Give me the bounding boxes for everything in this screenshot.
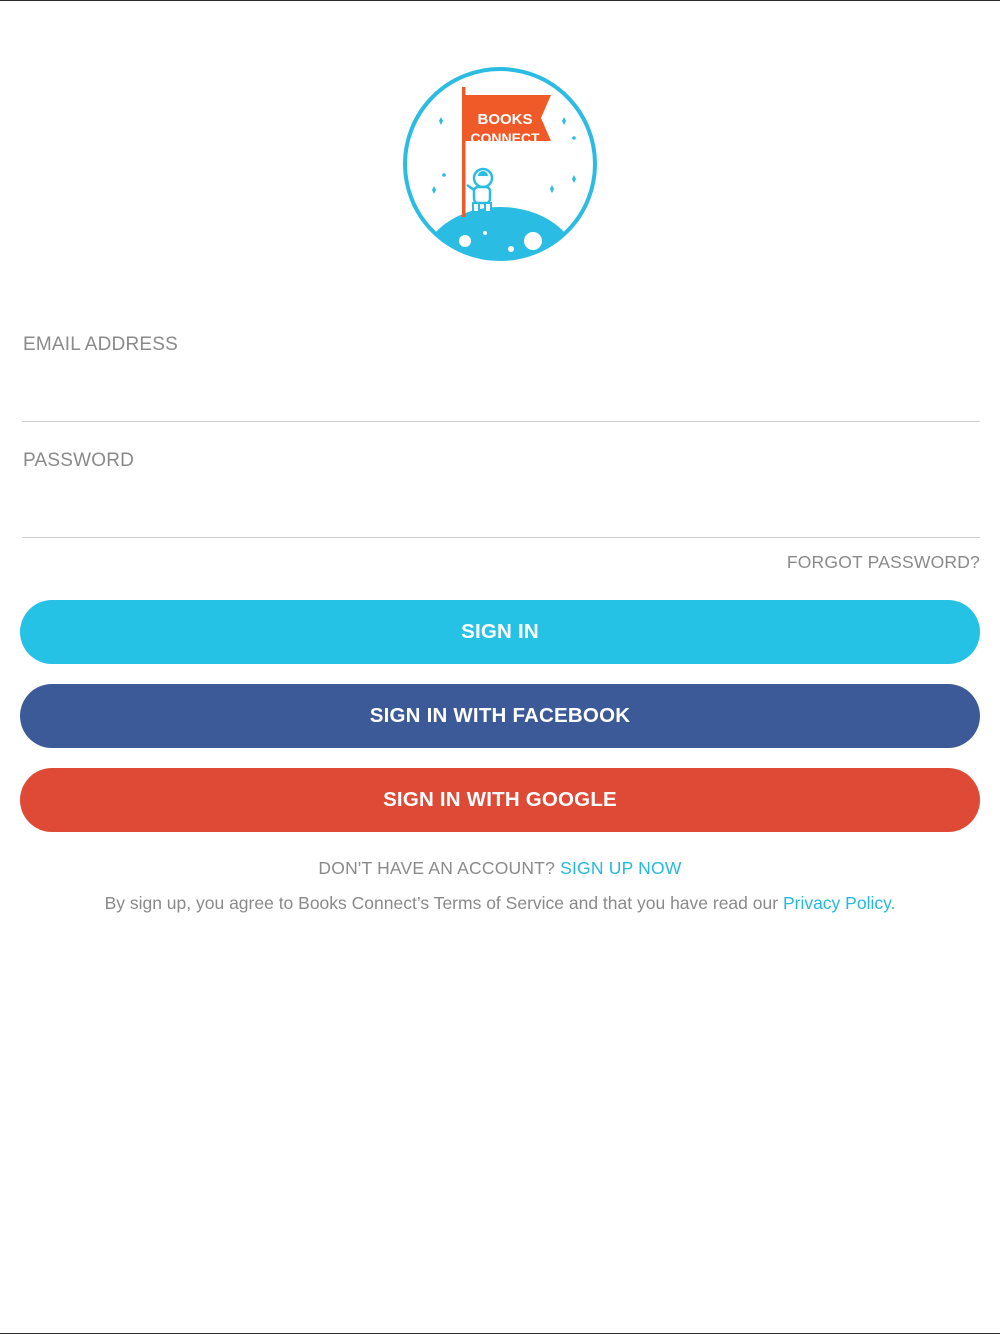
email-label: EMAIL ADDRESS (23, 334, 178, 355)
signup-prompt: DON'T HAVE AN ACCOUNT? (318, 858, 556, 878)
terms-text: By sign up, you agree to Books Connect’s Terms of Service and that you have read our (104, 893, 779, 913)
terms-notice (0, 893, 1000, 914)
google-sign-in-button[interactable]: SIGN IN WITH GOOGLE (20, 768, 980, 832)
top-border (0, 0, 1000, 1)
forgot-password-link[interactable]: FORGOT PASSWORD? (786, 552, 980, 572)
logo-line2: CONNECT (470, 130, 540, 146)
sign-in-button[interactable]: SIGN IN (20, 600, 980, 664)
password-label: PASSWORD (23, 450, 135, 471)
password-underline (22, 537, 980, 538)
email-field[interactable] (22, 371, 980, 415)
privacy-policy-link[interactable]: Privacy Policy (782, 893, 891, 913)
logo-line1: BOOKS (477, 111, 533, 128)
sign-up-now-link[interactable]: SIGN UP NOW (560, 858, 682, 878)
signup-row (0, 858, 1000, 879)
email-underline (22, 421, 980, 422)
terms-suffix: . (890, 893, 896, 913)
books-connect-logo-icon (401, 65, 599, 263)
facebook-sign-in-button[interactable]: SIGN IN WITH FACEBOOK (20, 684, 980, 748)
password-field[interactable] (22, 487, 980, 531)
